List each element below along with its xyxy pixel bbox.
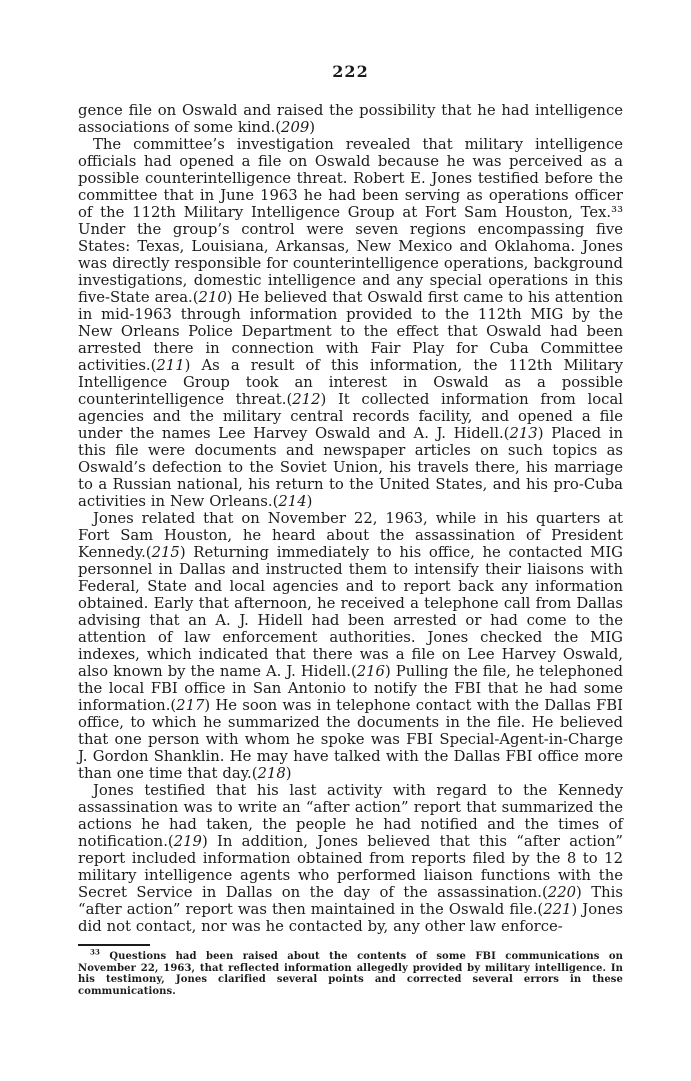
footnote-marker: 33 [90,947,100,957]
paragraph: The committee’s investigation revealed that military intelligence officials had opened a file on Oswald because he was perceived as a possible counterintelligence threat. Robert E. Jones testified before the committee that in June 1963 he had been serving as operations officer of the 112th Military Intelligence Group at Fort Sam Houston, Tex.³³ Under the group’s control were seven regions encompassing five States: Texas, Louisiana, Arkansas, New Mexico and Oklahoma. Jones was directly responsible for counterintelligence operations, background investigations, domestic intelligence and any special operations in this five-State area.(210) He believed that Oswald first came to his attention in mid-1963 through information provided to the 112th MIG by the New Orleans Police Department to the effect that Oswald had been arrested there in connection with Fair Play for Cuba Committee activities.(211) As a result of this information, the 112th Military Intelligence Group took an interest in Oswald as a possible counterintelligence threat.(212) It collected information from local agencies and the military central records facility, and opened a file under the names Lee Harvey Oswald and A. J. Hidell.(213) Placed in this file were documents and newspaper articles on such topics as Oswald’s defection to the Soviet Union, his travels there, his marriage to a Russian national, his return to the United States, and his pro-Cuba activities in New Orleans.(214) [78,136,624,510]
paragraph-continued: gence file on Oswald and raised the possibility that he had intelligence associations of some kind.(209) [78,102,623,136]
footnote-text: Questions had been raised about the contents of some FBI communications on November 22, 1963, that reflected information allegedly provided by military intelligence. In his testimony, Jones clarified several points and corrected several errors in these communications. [78,951,623,997]
footnote [78,947,623,997]
footnote-separator-rule [78,944,150,946]
paragraph: Jones testified that his last activity with regard to the Kennedy assassination was to write an “after action” report that summarized the actions he had taken, the people he had notified and the times of notification.(219) In addition, Jones believed that this “after action” report included information obtained from reports filed by the 8 to 12 military intelligence agents who performed liaison functions with the Secret Service in Dallas on the day of the assassination.(220) This “after action” report was then maintained in the Oswald file.(221) Jones did not contact, nor was he contacted by, any other law enforce- [78,782,624,935]
page-body [78,102,623,935]
paragraph: Jones related that on November 22, 1963, while in his quarters at Fort Sam Houston, he heard about the assassination of President Kennedy.(215) Returning immediately to his office, he contacted MIG personnel in Dallas and instructed them to intensify their liaisons with Federal, State and local agencies and to report back any information obtained. Early that afternoon, he received a telephone call from Dallas advising that an A. J. Hidell had been arrested or had come to the attention of law enforcement authorities. Jones checked the MIG indexes, which indicated that there was a file on Lee Harvey Oswald, also known by the name A. J. Hidell.(216) Pulling the file, he telephoned the local FBI office in San Antonio to notify the FBI that he had some information.(217) He soon was in telephone contact with the Dallas FBI office, to which he summarized the documents in the file. He believed that one person with whom he spoke was FBI Special-Agent-in-Charge J. Gordon Shanklin. He may have talked with the Dallas FBI office more than one time that day.(218) [78,510,623,782]
page-number: 222 [332,62,369,81]
